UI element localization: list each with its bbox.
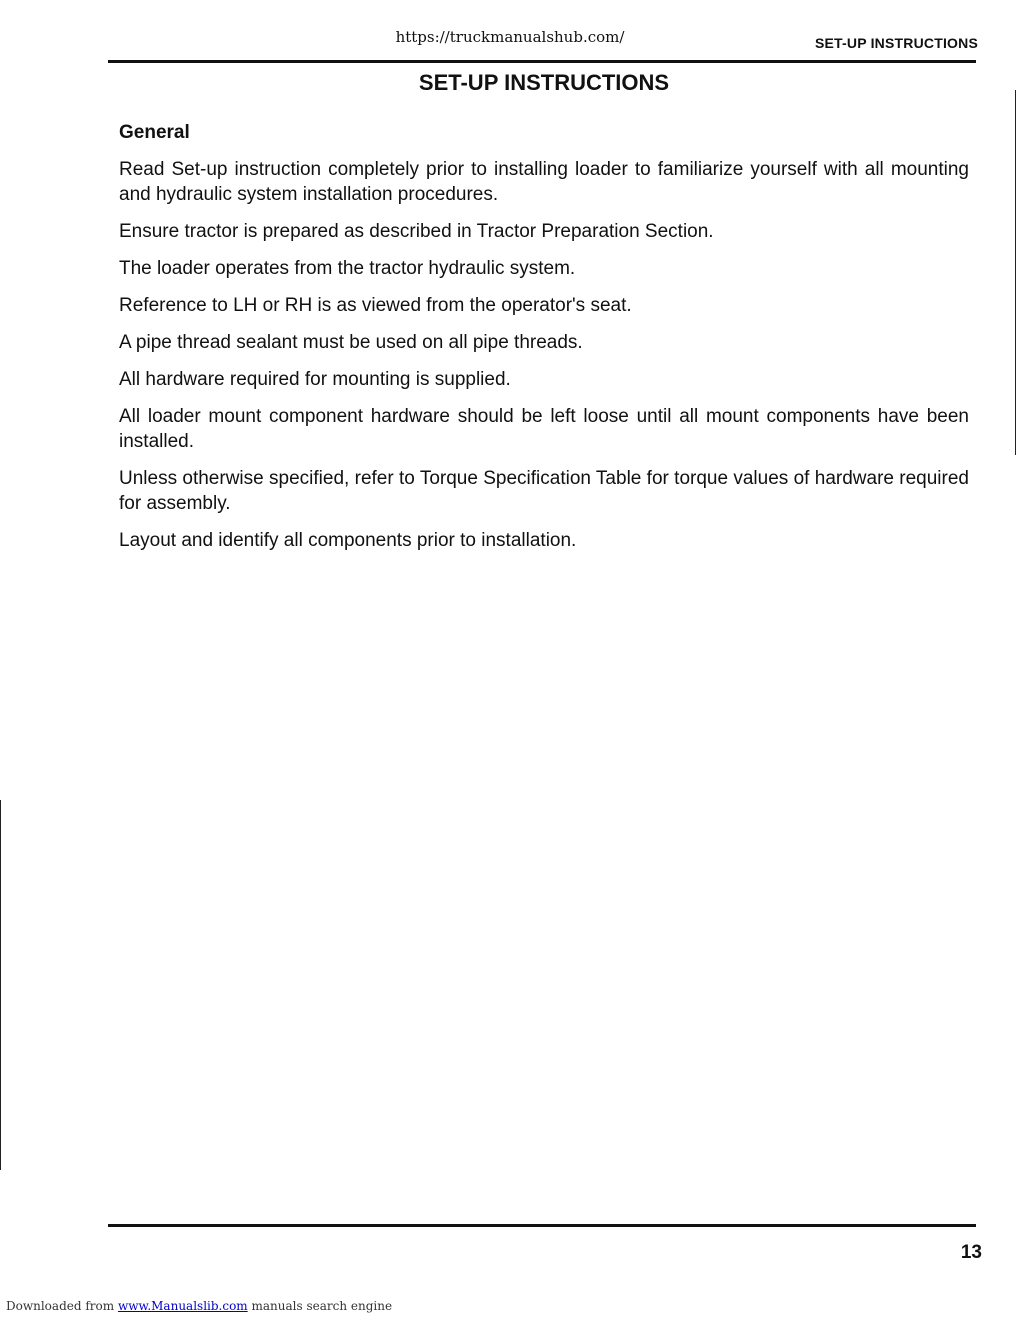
paragraph: The loader operates from the tractor hydraulic system.: [119, 258, 576, 279]
download-footer: [6, 1299, 392, 1313]
paragraph: Unless otherwise specified, refer to Torque Specification Table for torque values of hardware required for assembly.: [119, 468, 969, 514]
paragraph: A pipe thread sealant must be used on all pipe threads.: [119, 332, 583, 353]
manualslib-link[interactable]: www.Manualslib.com: [117, 1299, 248, 1313]
footer-rule: [108, 1224, 976, 1227]
paragraph: Layout and identify all components prior to installation.: [119, 530, 577, 551]
footer-suffix: manuals search engine: [247, 1299, 393, 1313]
footer-prefix: Downloaded from: [6, 1299, 118, 1313]
page-title: SET-UP INSTRUCTIONS: [418, 70, 670, 95]
paragraph: All loader mount component hardware should be left loose until all mount components have been installed.: [119, 406, 969, 452]
scan-edge-line: [0, 800, 1, 1170]
header-rule: [108, 60, 976, 63]
section-heading: General: [119, 122, 190, 143]
paragraph: All hardware required for mounting is supplied.: [119, 369, 511, 390]
scan-edge-line: [1015, 90, 1016, 455]
content-body: [119, 120, 969, 565]
paragraph: Reference to LH or RH is as viewed from the operator's seat.: [119, 295, 632, 316]
source-url: https://truckmanualshub.com/: [395, 28, 625, 46]
paragraph: Ensure tractor is prepared as described in Tractor Preparation Section.: [119, 221, 714, 242]
running-head: SET-UP INSTRUCTIONS: [814, 35, 978, 51]
page-number: 13: [960, 1242, 982, 1263]
paragraph: Read Set-up instruction completely prior to installing loader to familiarize yourself with all mounting and hydraulic system installation procedures.: [119, 159, 969, 205]
